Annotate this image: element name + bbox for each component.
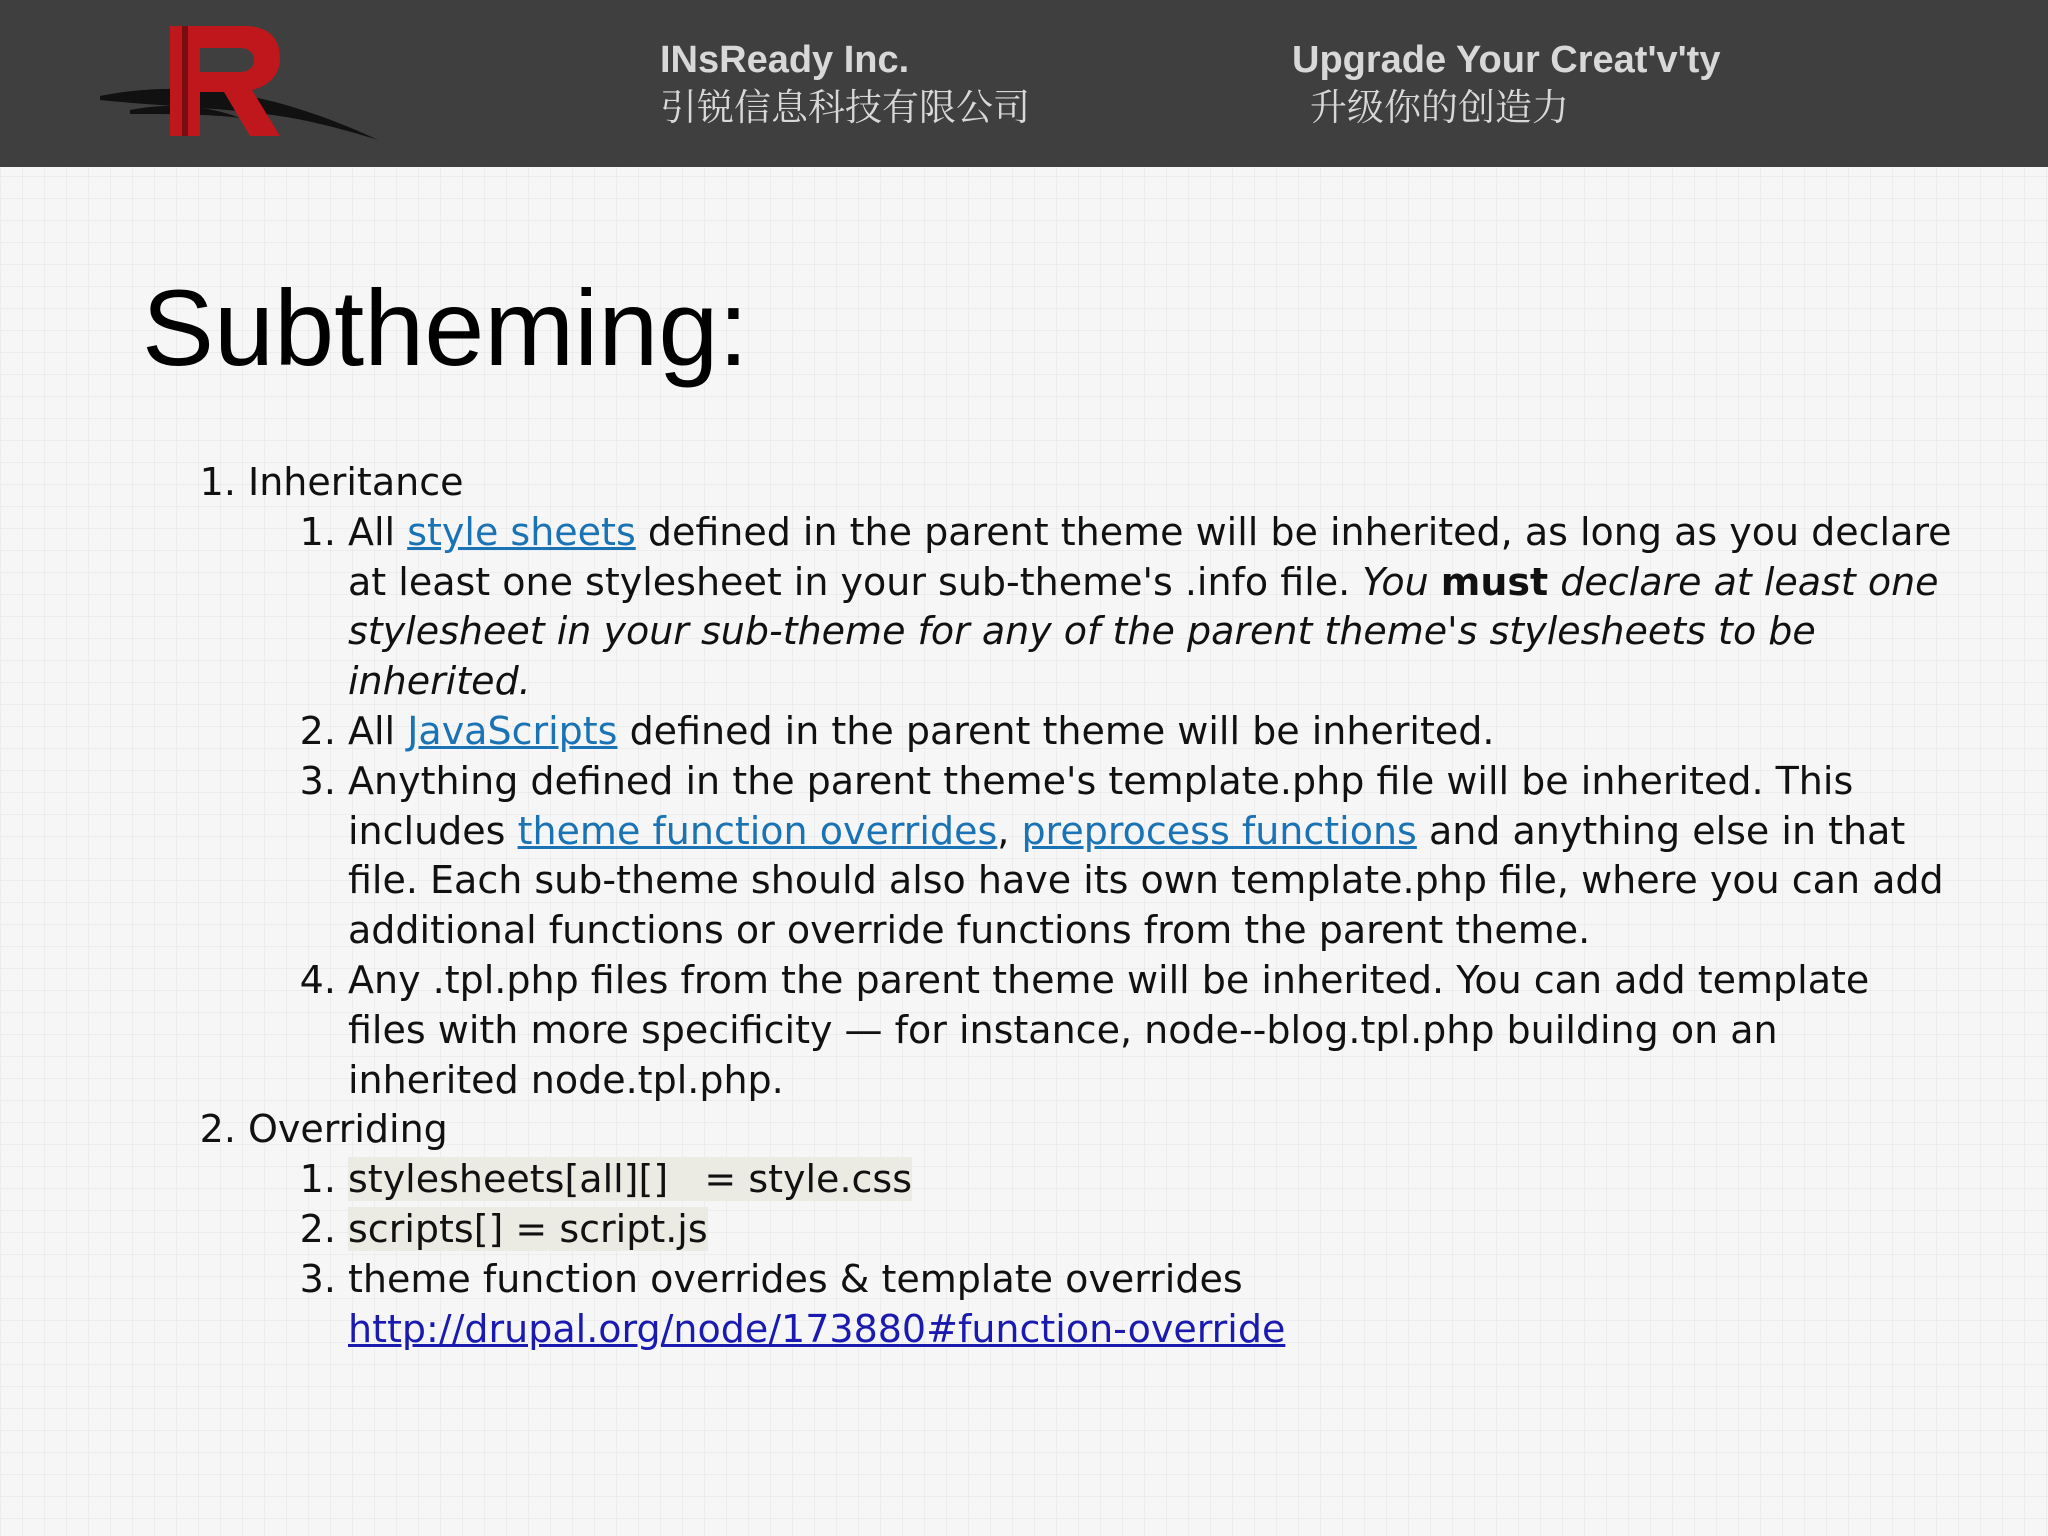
company-name-en: INsReady Inc. [660, 39, 910, 81]
list-item [348, 1205, 1956, 1255]
list-item: 3. Anything defined in the parent theme's template.php file will be inherited. This includes theme function overrides, preprocess functions and anything else in that file. Each sub-theme should also have its own template.php file, where you can add additional functions or override functions from the parent theme. [348, 757, 1956, 956]
slogan-zh: 升级你的创造力 [1310, 86, 1569, 129]
javascripts-link[interactable]: JavaScripts [407, 708, 618, 753]
inheritance-list [248, 508, 1956, 1106]
section-list [196, 458, 1956, 1354]
code-snippet: stylesheets[all][] = style.css [348, 1157, 913, 1202]
company-name-zh: 引锐信息科技有限公司 [660, 86, 1030, 129]
slide-body [196, 458, 1956, 1354]
company-slogan [1292, 36, 1720, 132]
list-item: 3. theme function overrides & template overrides http://drupal.org/node/173880#function-override [348, 1255, 1956, 1355]
list-item: 4. Any .tpl.php files from the parent theme will be inherited. You can add template files with more specificity — for instance, node--blog.tpl.php building on an inherited node.tpl.php. [348, 956, 1956, 1105]
code-snippet: scripts[] = script.js [348, 1206, 708, 1251]
theme-function-overrides-link[interactable]: theme function overrides [517, 808, 998, 853]
drupal-function-override-link[interactable]: http://drupal.org/node/173880#function-override [348, 1306, 1286, 1351]
preprocess-functions-link[interactable]: preprocess functions [1021, 808, 1417, 853]
slide-header [0, 0, 2048, 167]
slide-title: Subtheming: [142, 267, 749, 388]
section-inheritance [248, 458, 1956, 1105]
section-label: Overriding [248, 1107, 448, 1152]
style-sheets-link[interactable]: style sheets [407, 509, 636, 554]
company-name [660, 36, 1030, 132]
list-item [348, 1155, 1956, 1205]
section-label: Inheritance [248, 460, 464, 504]
slogan-en: Upgrade Your Creat'v'ty [1292, 39, 1721, 81]
company-logo [100, 18, 380, 148]
overriding-list [248, 1155, 1956, 1354]
list-item: 1. All style sheets defined in the parent theme will be inherited, as long as you declare at least one stylesheet in your sub-theme's .info file. You must declare at least one stylesheet in your sub-theme for any of the parent theme's stylesheets to be inherited. [348, 508, 1956, 707]
section-overriding [248, 1105, 1956, 1354]
list-item: 2. All JavaScripts defined in the parent theme will be inherited. [348, 707, 1956, 757]
